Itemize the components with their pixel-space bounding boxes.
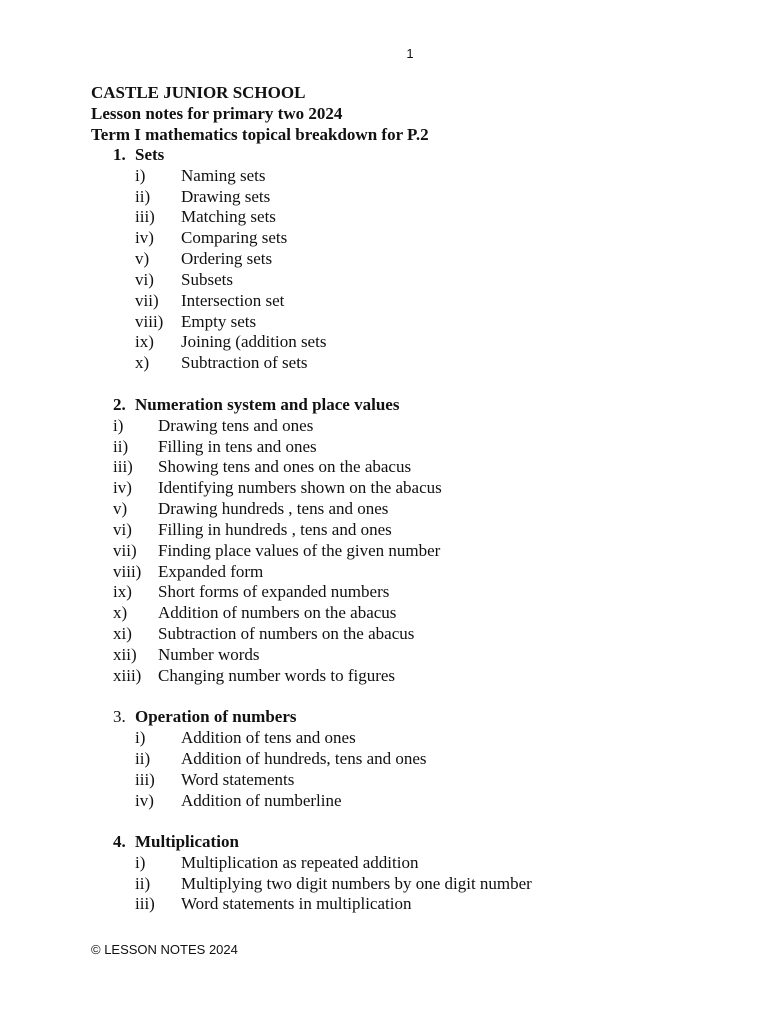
section-title: Multiplication <box>135 832 239 851</box>
list-item-text: Drawing tens and ones <box>158 416 314 435</box>
list-numeral: iii) <box>135 207 155 226</box>
list-item-text: Short forms of expanded numbers <box>158 582 390 601</box>
list-numeral: ix) <box>113 582 132 601</box>
list-item-text: Changing number words to figures <box>158 666 396 685</box>
list-numeral: ii) <box>135 187 151 206</box>
list-numeral: iv) <box>113 478 132 497</box>
list-item-text: Addition of numbers on the abacus <box>158 603 397 622</box>
list-item-text: Subtraction of numbers on the abacus <box>158 624 415 643</box>
document-subtitle: Lesson notes for primary two 2024 <box>91 104 343 123</box>
list-numeral: ii) <box>135 749 151 768</box>
term-breakdown-title: Term I mathematics topical breakdown for P.2 <box>91 125 429 144</box>
list-item-text: Identifying numbers shown on the abacus <box>158 478 442 497</box>
list-item-text: Addition of tens and ones <box>181 728 356 747</box>
list-numeral: xii) <box>113 645 137 664</box>
list-numeral: v) <box>135 249 150 268</box>
section-title-numeration <box>113 394 399 415</box>
list-item-text: Joining (addition sets <box>181 332 327 351</box>
list-item-text: Showing tens and ones on the abacus <box>158 457 412 476</box>
section-title: Numeration system and place values <box>135 395 400 414</box>
list-numeral: x) <box>113 603 128 622</box>
list-item-text: Drawing hundreds , tens and ones <box>158 499 389 518</box>
section-number: 3. <box>113 707 126 726</box>
list-item-text: Empty sets <box>181 312 257 331</box>
list-numeral: iii) <box>113 457 133 476</box>
list-item-text: Drawing sets <box>181 187 271 206</box>
list-numeral: i) <box>113 416 124 435</box>
list-numeral: iv) <box>135 791 154 810</box>
section-number: 1. <box>113 145 126 164</box>
list-numeral: xiii) <box>113 666 142 685</box>
list-numeral: viii) <box>113 562 142 581</box>
list-numeral: xi) <box>113 624 132 643</box>
section-title: Operation of numbers <box>135 707 297 726</box>
list-item-text: Addition of hundreds, tens and ones <box>181 749 427 768</box>
section-number: 4. <box>113 832 126 851</box>
footer-copyright: © LESSON NOTES 2024 <box>91 942 238 957</box>
list-numeral: vii) <box>135 291 159 310</box>
page-number: 1 <box>406 46 414 61</box>
list-item-text: Subtraction of sets <box>181 353 308 372</box>
list-item-text: Word statements in multiplication <box>181 894 412 913</box>
list-numeral: x) <box>135 353 150 372</box>
list-item-text: Expanded form <box>158 562 264 581</box>
list-item-text: Multiplying two digit numbers by one digit number <box>181 874 532 893</box>
section-title-operation <box>113 706 297 727</box>
list-item-text: Ordering sets <box>181 249 273 268</box>
list-numeral: i) <box>135 166 146 185</box>
list-numeral: iii) <box>135 894 155 913</box>
list-item-text: Comparing sets <box>181 228 288 247</box>
list-numeral: ii) <box>113 437 129 456</box>
section-title-multiplication <box>113 831 239 852</box>
list-item-text: Number words <box>158 645 260 664</box>
school-name: CASTLE JUNIOR SCHOOL <box>91 83 306 102</box>
list-numeral: v) <box>113 499 128 518</box>
list-numeral: vi) <box>113 520 132 539</box>
list-numeral: viii) <box>135 312 164 331</box>
list-item-text: Multiplication as repeated addition <box>181 853 419 872</box>
list-item-text: Filling in hundreds , tens and ones <box>158 520 392 539</box>
list-item-text: Filling in tens and ones <box>158 437 317 456</box>
list-numeral: iii) <box>135 770 155 789</box>
list-numeral: iv) <box>135 228 154 247</box>
document-header <box>91 82 429 145</box>
list-item-text: Naming sets <box>181 166 266 185</box>
list-numeral: ii) <box>135 874 151 893</box>
list-item-text: Addition of numberline <box>181 791 342 810</box>
section-title-sets <box>113 144 164 165</box>
list-item-text: Matching sets <box>181 207 276 226</box>
section-number: 2. <box>113 395 126 414</box>
list-numeral: ix) <box>135 332 154 351</box>
list-item-text: Subsets <box>181 270 233 289</box>
list-item-text: Word statements <box>181 770 295 789</box>
section-title: Sets <box>135 145 165 164</box>
list-item-text: Intersection set <box>181 291 285 310</box>
list-numeral: vii) <box>113 541 137 560</box>
list-numeral: i) <box>135 853 146 872</box>
list-item-text: Finding place values of the given number <box>158 541 441 560</box>
list-numeral: i) <box>135 728 146 747</box>
list-numeral: vi) <box>135 270 154 289</box>
